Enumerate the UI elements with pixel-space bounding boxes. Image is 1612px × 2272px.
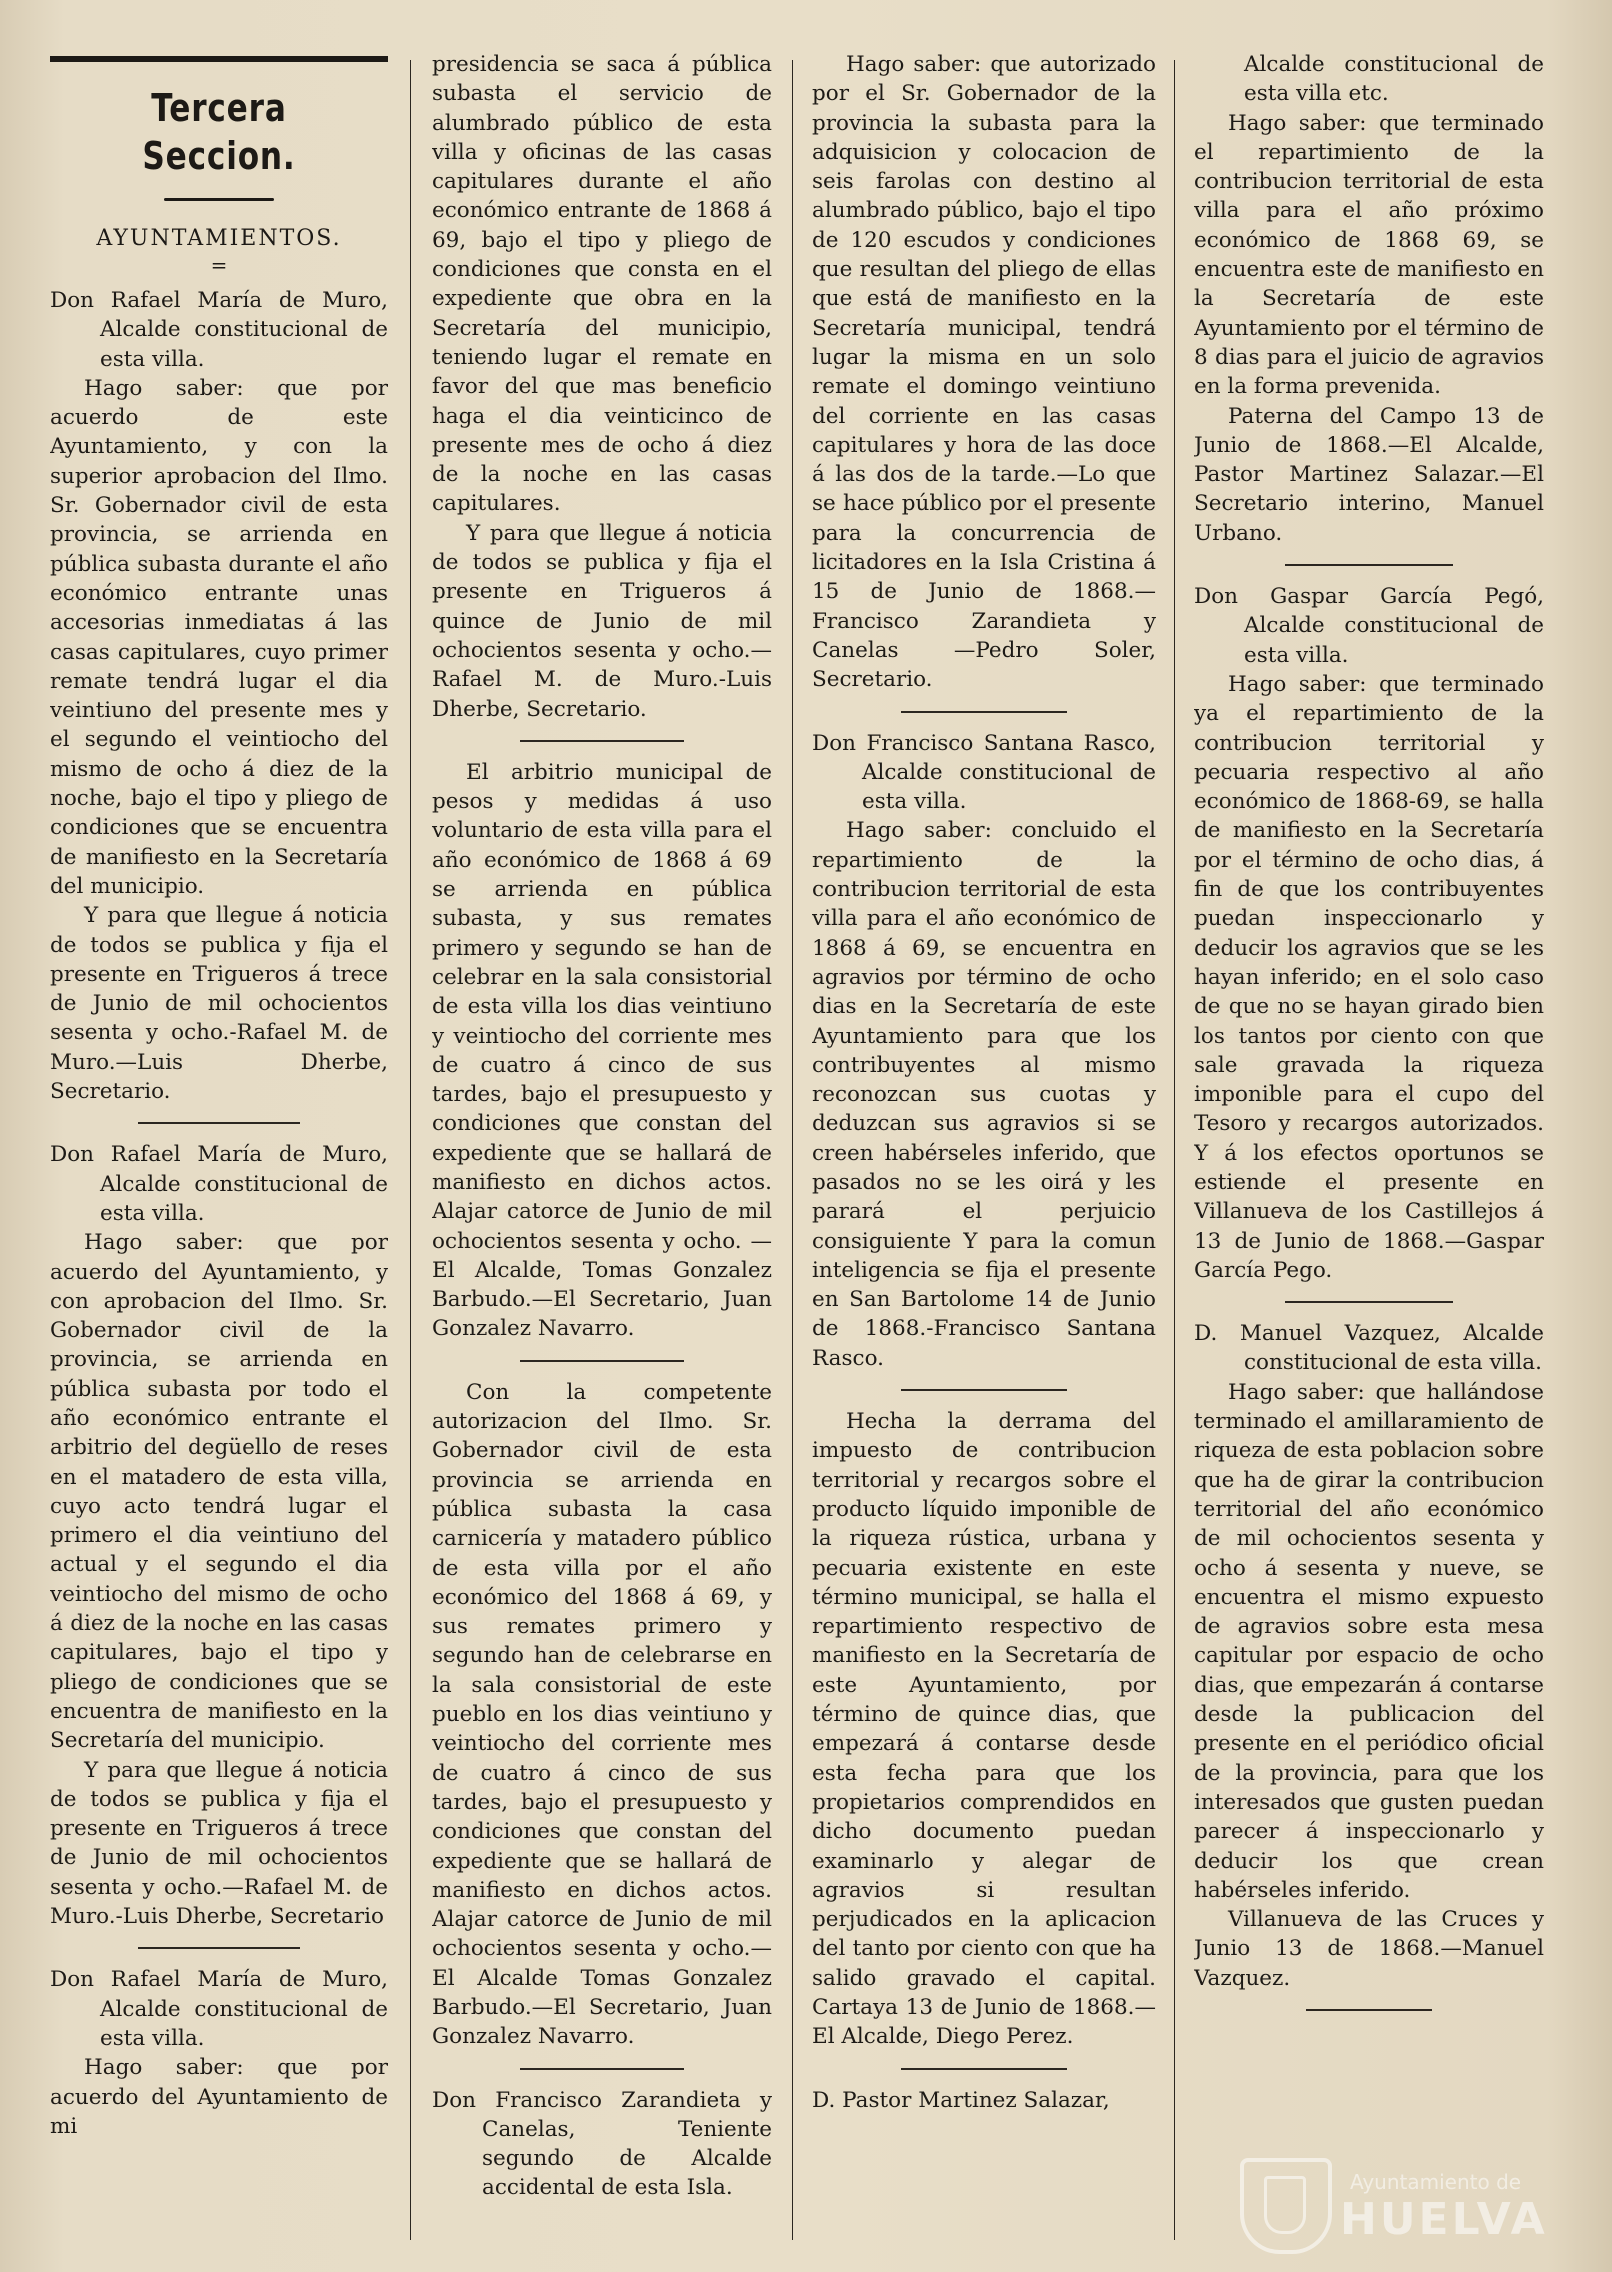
article-separator: [138, 1947, 300, 1949]
article-separator: [138, 1122, 300, 1124]
column-rule: [1174, 60, 1175, 2240]
column-4: [1194, 50, 1544, 2250]
article-separator: [901, 2068, 1066, 2070]
notice-paragraph: Hago saber: que terminado el repartimiento de la contribucion territorial de esta villa para el año próximo económico de 1868 69, se encuentra este de manifiesto en la Secretaría de este Ayuntamiento por el término de 8 dias para el juicio de agravios en la forma prevenida.: [1194, 110, 1544, 400]
notice-paragraph: El arbitrio municipal de pesos y medidas á uso voluntario de esta villa para el año económico de 1868 á 69 se arrienda en pública subasta, y sus remates primero y segundo se han de celebrar en la sala consistorial de esta villa los dias veintiuno y veintiocho del corriente mes de cuatro á cinco de sus tardes, bajo el presupuesto y condiciones que constan del expediente que se hallará de manifiesto en dichos actos. Alajar catorce de Junio de mil ochocientos sesenta y ocho. —El Alcalde, Tomas Gonzalez Barbudo.—El Secretario, Juan Gonzalez Navarro.: [432, 759, 772, 1342]
notice-paragraph: Hago saber: que por acuerdo de este Ayuntamiento, y con la superior aprobacion del Ilmo. Sr. Gobernador civil de esta provincia, se arrienda en pública subasta durante el año económico entrante unas accesorias inmediatas á las casas capitulares, cuyo primer remate tendrá lugar el dia veintiuno del presente mes y el segundo el veintiocho del mismo de ocho á diez de la noche, bajo el tipo y pliego de condiciones que se encuentra de manifiesto en la Secretaría del municipio.: [50, 375, 388, 899]
notice-paragraph: Hago saber: que por acuerdo del Ayuntamiento, y con aprobacion del Ilmo. Sr. Gobernador civil de la provincia, se arrienda en pública subasta por todo el año económico entrante el arbitrio del degüello de reses en el matadero de esta villa, cuyo acto tendrá lugar el primero el dia veintiuno del actual y el segundo el dia veintiocho del mismo de ocho á diez de la noche en las casas capitulares, bajo el tipo y pliego de condiciones que se encuentra de manifiesto en la Secretaría del municipio.: [50, 1230, 388, 1754]
notice-paragraph: presidencia se saca á pública subasta el servicio de alumbrado público de esta villa y oficinas de las casas capitulares durante el año económico entrante de 1868 á 69, bajo el tipo y pliego de condiciones que consta en el expediente que obra en la Secretaría del municipio, teniendo lugar el remate en favor del que mas beneficio haga el dia veinticinco de presente mes de ocho á diez de la noche en las casas capitulares.: [432, 52, 772, 517]
article-separator: [520, 2068, 683, 2070]
notice-heading: D. Pastor Martinez Salazar,: [812, 2087, 1110, 2113]
notice-paragraph: Y para que llegue á noticia de todos se publica y fija el presente en Trigueros á quince de Junio de mil ochocientos sesenta y ocho.—Rafael M. de Muro.-Luis Dherbe, Secretario.: [432, 520, 772, 722]
column-2: [432, 50, 772, 2250]
column-3: [812, 50, 1156, 2250]
subtitle-dash: =: [210, 253, 228, 277]
column-1-content: [50, 286, 388, 2141]
notice-paragraph: Y para que llegue á noticia de todos se publica y fija el presente en Trigueros á trece de Junio de mil ochocientos sesenta y ocho.—Rafael M. de Muro.-Luis Dherbe, Secretario: [50, 1757, 388, 1930]
section-title: Tercera Seccion.: [142, 86, 296, 178]
notice-paragraph: Hago saber: que por acuerdo del Ayuntamiento de mi: [50, 2055, 388, 2139]
notice-paragraph: Paterna del Campo 13 de Junio de 1868.—El Alcalde, Pastor Martinez Salazar.—El Secretario interino, Manuel Urbano.: [1194, 403, 1544, 546]
notice-heading: Don Rafael María de Muro, Alcalde constitucional de esta villa.: [50, 1142, 388, 1226]
notice-paragraph: Con la competente autorizacion del Ilmo. Sr. Gobernador civil de esta provincia se arrienda en pública subasta la casa carnicería y matadero público de esta villa por el año económico del 1868 á 69, y sus remates primero y segundo han de celebrarse en la sala consistorial de este pueblo en los dias veintiuno y veintiocho del corriente mes de cuatro á cinco de sus tardes, bajo el presupuesto y condiciones que constan del expediente que se hallará de manifiesto en dichos actos. Alajar catorce de Junio de mil ochocientos sesenta y ocho.—El Alcalde Tomas Gonzalez Barbudo.—El Secretario, Juan Gonzalez Navarro.: [432, 1379, 772, 2050]
article-separator: [901, 711, 1066, 713]
watermark-line1: Ayuntamiento de: [1350, 2170, 1522, 2194]
notice-heading: Don Francisco Zarandieta y Canelas, Teniente segundo de Alcalde accidental de esta Isla.: [432, 2087, 772, 2201]
column-4-content: [1194, 50, 1544, 2011]
notice-paragraph: Hago saber: concluido el repartimiento de la contribucion territorial de esta villa para el año económico de 1868 á 69, se encuentra en agravios por término de ocho dias en la Secretaría de este Ayuntamiento para que los contribuyentes al mismo reconozcan sus cuotas y deduzcan sus agravios si se creen habérseles inferido, que pasados no se les oirá y les parará el perjuicio consiguiente Y para la comun inteligencia se fija el presente en San Bartolome 14 de Junio de 1868.-Francisco Santana Rasco.: [812, 818, 1156, 1371]
watermark: [1230, 2150, 1570, 2250]
notice-heading: Don Francisco Santana Rasco, Alcalde constitucional de esta villa.: [812, 730, 1156, 815]
notice-paragraph: Y para que llegue á noticia de todos se publica y fija el presente en Trigueros á trece de Junio de mil ochocientos sesenta y ocho.-Rafael M. de Muro.—Luis Dherbe, Secretario.: [50, 903, 388, 1105]
article-separator: [1285, 1301, 1453, 1303]
article-separator: [901, 1389, 1066, 1391]
article-separator: [1285, 564, 1453, 566]
section-subtitle: AYUNTAMIENTOS.: [96, 226, 342, 251]
notice-paragraph: Hecha la derrama del impuesto de contribucion territorial y recargos sobre el producto líquido imponible de la riqueza rústica, urbana y pecuaria existente en este término municipal, se halla el repartimiento respectivo de manifiesto en la Secretaría de este Ayuntamiento, por término de quince dias, que empezará á contarse desde esta fecha para que los propietarios comprendidos en dicho documento puedan examinarlo y alegar de agravios si resultan perjudicados en la aplicacion del tanto por ciento con que ha salido gravado el capital. Cartaya 13 de Junio de 1868.—El Alcalde, Diego Perez.: [812, 1409, 1156, 2050]
notice-paragraph: Villanueva de las Cruces y Junio 13 de 1868.—Manuel Vazquez.: [1194, 1907, 1544, 1991]
notice-paragraph: Hago saber: que autorizado por el Sr. Gobernador de la provincia la subasta para la adquisicion y colocacion de seis farolas con destino al alumbrado público, bajo el tipo de 120 escudos y condiciones que resultan del pliego de ellas que está de manifiesto en la Secretaría municipal, tendrá lugar la misma en un solo remate el domingo veintiuno del corriente en las casas capitulares y hora de las doce á las dos de la tarde.—Lo que se hace público por el presente para la concurrencia de licitadores en la Isla Cristina á 15 de Junio de 1868.—Francisco Zarandieta y Canelas —Pedro Soler, Secretario.: [812, 52, 1156, 693]
notice-heading: Alcalde constitucional de esta villa etc.: [1244, 52, 1544, 107]
notice-paragraph: Hago saber: que terminado ya el repartimiento de la contribucion territorial y pecuaria respectivo al año económico de 1868-69, se halla de manifiesto en la Secretaría por el término de ocho dias, á fin de que los contribuyentes puedan inspeccionarlo y deducir los agravios que se les hayan inferido; en el solo caso de que no se hayan girado bien los tantos por ciento con que sale gravada la riqueza imponible para el cupo del Tesoro y recargos autorizados. Y á los efectos oportunos se estiende el presente en Villanueva de los Castillejos á 13 de Junio de 1868.—Gaspar García Pego.: [1194, 671, 1544, 1283]
article-separator: [520, 740, 683, 742]
column-3-content: [812, 50, 1156, 2115]
title-ornament: [50, 188, 388, 210]
city-seal-icon: [1240, 2158, 1332, 2254]
article-separator: [520, 1360, 683, 1362]
notice-heading: D. Manuel Vazquez, Alcalde constitucional de esta villa.: [1194, 1321, 1544, 1376]
column-1: [50, 50, 388, 2250]
notice-heading: Don Rafael María de Muro, Alcalde constitucional de esta villa.: [50, 1967, 388, 2051]
notice-heading: Don Gaspar García Pegó, Alcalde constitucional de esta villa.: [1194, 584, 1544, 668]
top-rule: [50, 56, 388, 62]
column-2-content: [432, 50, 772, 2203]
column-rule: [410, 60, 411, 2240]
notice-heading: Don Rafael María de Muro, Alcalde constitucional de esta villa.: [50, 288, 388, 372]
column-rule: [792, 60, 793, 2240]
article-separator: [1306, 2009, 1432, 2011]
notice-paragraph: Hago saber: que hallándose terminado el amillaramiento de riqueza de esta poblacion sobre que ha de girar la contribucion territorial del año económico de mil ochocientos sesenta y ocho á sesenta y nueve, se encuentra el mismo expuesto de agravios sobre esta mesa capitular por espacio de ocho dias, que empezarán á contarse desde la publicacion del presente en el periódico oficial de la provincia, para que los interesados que gusten puedan parecer á inspeccionarlo y deducir los que crean habérseles inferido.: [1194, 1379, 1544, 1903]
watermark-line2: HUELVA: [1340, 2194, 1548, 2245]
